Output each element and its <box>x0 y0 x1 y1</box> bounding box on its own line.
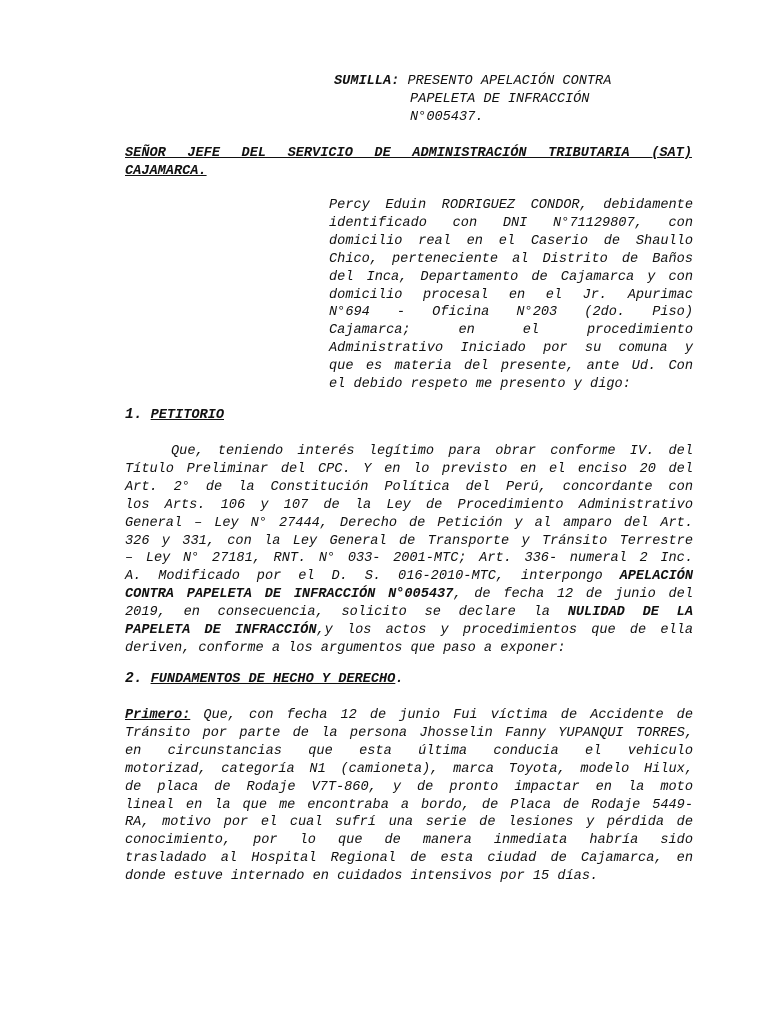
petitorio-line <box>125 586 693 604</box>
fundamentos-line: en circunstancias que esta última conducia el vehiculo <box>125 743 693 759</box>
petitorio-line <box>125 622 693 640</box>
petitorio-line: Título Preliminar del CPC. Y en lo previsto en el enciso 20 del <box>125 461 693 477</box>
petitorio-line: deriven, conforme a los argumentos que paso a exponer: <box>125 640 566 656</box>
sumilla-label: SUMILLA: <box>334 74 400 89</box>
petitorio-paragraph <box>125 443 693 658</box>
petitorio-line <box>125 604 693 622</box>
section-2-heading <box>125 671 403 689</box>
fundamentos-line: RA, motivo por el cual sufrí una serie de lesiones y pérdida de <box>125 815 693 831</box>
fundamentos-line: de placa de Rodaje V7T-860, y de pronto impactar en la moto <box>125 779 693 795</box>
petitorio-line: los Arts. 106 y 107 de la Ley de Procedimiento Administrativo <box>125 497 693 513</box>
petitorio-bold-text: NULIDAD DE LA <box>567 605 693 621</box>
petitorio-text: , de fecha 12 de junio del <box>453 587 693 603</box>
sumilla-line-2: PAPELETA DE INFRACCIÓN <box>410 91 590 107</box>
intro-paragraph <box>329 197 693 394</box>
petitorio-line: Que, teniendo interés legítimo para obrar conforme IV. del <box>171 444 693 459</box>
fundamentos-line: trasladado al Hospital Regional de esta ciudad de Cajamarca, en <box>125 851 693 867</box>
fundamentos-line <box>125 707 693 725</box>
petitorio-text: ,y los actos y procedimientos que de ella <box>316 623 693 639</box>
intro-line: que es materia del presente, ante Ud. Con <box>329 359 693 375</box>
addressee-line-1: SEÑOR JEFE DEL SERVICIO DE ADMINISTRACIÓN TRIBUTARIA (SAT) <box>125 146 692 161</box>
sumilla-line-3: N°005437. <box>410 109 484 125</box>
intro-line: Chico, perteneciente al Distrito de Baños <box>329 251 693 267</box>
section-2-number: 2. <box>125 671 143 687</box>
intro-line: Administrativo Iniciado por su comuna y <box>329 341 693 357</box>
fundamentos-line: donde estuve internado en cuidados intensivos por 15 días. <box>125 869 599 885</box>
fundamentos-text: Que, con fecha 12 de junio Fui víctima de Accidente de <box>190 708 693 723</box>
fundamentos-paragraph <box>125 707 693 886</box>
section-1-number: 1. <box>125 407 143 423</box>
section-2-title-suffix: . <box>395 672 404 687</box>
intro-line: el debido respeto me presento y digo: <box>329 377 631 393</box>
fundamentos-line: motorizad, categoría N1 (camioneta), marca Toyota, modelo Hilux, <box>125 761 693 777</box>
petitorio-bold-text: CONTRA PAPELETA DE INFRACCIÓN N°005437 <box>125 587 454 603</box>
fundamentos-line: lineal en la que me encontraba a bordo, de Placa de Rodaje 5449- <box>125 797 693 813</box>
petitorio-line: – Ley N° 27181, RNT. N° 033- 2001-MTC; Art. 336- numeral 2 Inc. <box>125 551 693 567</box>
petitorio-line <box>125 568 693 586</box>
sumilla-line-1: PRESENTO APELACIÓN CONTRA <box>407 74 612 89</box>
petitorio-text: 2019, en consecuencia, solicito se declare la <box>125 605 568 621</box>
petitorio-bold-text: PAPELETA DE INFRACCIÓN <box>125 623 317 639</box>
intro-line: domicilio real en el Caserio de Shaullo <box>329 233 693 249</box>
sumilla-block <box>334 73 714 127</box>
intro-line: Cajamarca; en el procedimiento <box>329 323 693 339</box>
primero-label: Primero: <box>125 708 191 723</box>
petitorio-line: Art. 2° de la Constitución Política del Perú, concordante con <box>125 479 693 495</box>
petitorio-text: A. Modificado por el D. S. 016-2010-MTC, interpongo <box>125 569 620 585</box>
section-1-heading <box>125 407 224 425</box>
intro-line: domicilio procesal en el Jr. Apurimac <box>329 287 693 303</box>
addressee-line-2: CAJAMARCA. <box>125 163 207 179</box>
section-1-title: PETITORIO <box>150 408 224 423</box>
petitorio-line: 326 y 331, con la Ley General de Transporte y Tránsito Terrestre <box>125 533 693 549</box>
petitorio-line: General – Ley N° 27444, Derecho de Petición y al amparo del Art. <box>125 515 693 531</box>
fundamentos-line: conocimiento, por lo que de manera inmediata habría sido <box>125 833 693 849</box>
section-2-title: FUNDAMENTOS DE HECHO Y DERECHO <box>150 672 396 687</box>
intro-line: Percy Eduin RODRIGUEZ CONDOR, debidamente <box>329 198 693 213</box>
petitorio-bold-text: APELACIÓN <box>619 569 693 585</box>
fundamentos-line: Tránsito por parte de la persona Jhosselin Fanny YUPANQUI TORRES, <box>125 725 693 741</box>
intro-line: del Inca, Departamento de Cajamarca y con <box>329 269 693 285</box>
intro-line: identificado con DNI N°71129807, con <box>329 215 693 231</box>
intro-line: N°694 - Oficina N°203 (2do. Piso) <box>329 305 693 321</box>
addressee-block <box>125 145 692 181</box>
